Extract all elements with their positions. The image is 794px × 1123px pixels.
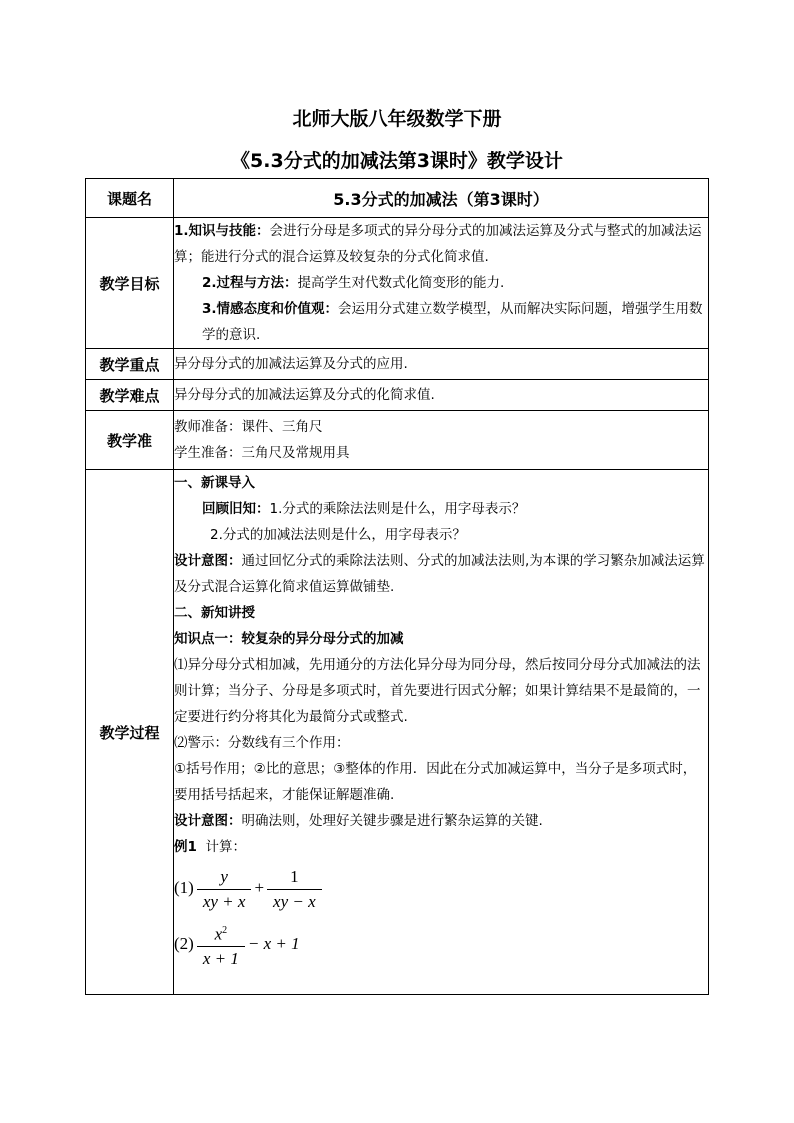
goal-3-text: 会运用分式建立数学模型，从而解决实际问题，增强学生用数学的意识. xyxy=(202,301,703,343)
row-key xyxy=(86,349,709,380)
goal-3-label: 3.情感态度和价值观： xyxy=(202,301,339,317)
goal-1 xyxy=(174,218,708,270)
section-1-heading: 一、新课导入 xyxy=(174,475,255,491)
prep-head: 教学准 xyxy=(86,411,174,470)
process-cell xyxy=(174,470,709,995)
doc-title: 北师大版八年级数学下册 xyxy=(292,108,502,130)
intent-2-label: 设计意图： xyxy=(174,813,242,829)
topic-head: 课题名 xyxy=(86,179,174,218)
goal-2 xyxy=(174,270,708,296)
intent-1-label: 设计意图： xyxy=(174,553,242,569)
key-head: 教学重点 xyxy=(86,349,174,380)
example-label: 例1 xyxy=(174,839,197,855)
topic-value: 5.3分式的加减法（第3课时） xyxy=(174,179,709,218)
row-goals xyxy=(86,218,709,349)
difficulty-value: 异分母分式的加减法运算及分式的化简求值. xyxy=(174,380,709,411)
review-q2: 2.分式的加减法法则是什么，用字母表示？ xyxy=(210,527,466,543)
fraction-bar-paragraph: ①括号作用；②比的意思；③整体的作用．因此在分式加减运算中，当分子是多项式时，要用括号括起来，才能保证解题准确. xyxy=(174,761,697,803)
intent-1 xyxy=(174,548,708,600)
eq1-fraction-1 xyxy=(197,866,252,913)
goals-cell xyxy=(174,218,709,349)
doc-subtitle: 《5.3分式的加减法第3课时》教学设计 xyxy=(231,150,563,172)
row-difficulty xyxy=(86,380,709,411)
row-topic xyxy=(86,179,709,218)
eq2-tail: − x + 1 xyxy=(247,934,300,953)
eq1-number: (1) xyxy=(174,878,194,897)
eq1-f1-den: xy + x xyxy=(197,889,252,913)
eq2-num xyxy=(197,920,245,947)
review-q1-text: 1.分式的乘除法法则是什么，用字母表示？ xyxy=(269,501,526,517)
equation-2 xyxy=(174,916,708,972)
warning-paragraph: ⑵警示：分数线有三个作用： xyxy=(174,735,350,751)
goal-3 xyxy=(174,296,708,348)
goals-head: 教学目标 xyxy=(86,218,174,349)
lesson-plan-table xyxy=(85,178,709,995)
eq2-number: (2) xyxy=(174,934,194,953)
equation-1 xyxy=(174,860,708,916)
intent-2 xyxy=(174,808,708,834)
review-q1 xyxy=(174,496,708,522)
goal-1-text: 会进行分母是多项式的异分母分式的加减法运算及分式与整式的加减法运算；能进行分式的混合运算及较复杂的分式化简求值. xyxy=(174,223,702,265)
row-prep xyxy=(86,411,709,470)
review-label: 回顾旧知： xyxy=(202,501,270,517)
eq1-f2-num: 1 xyxy=(290,866,299,886)
row-process xyxy=(86,470,709,995)
eq1-operator: + xyxy=(254,878,265,897)
eq2-den: x + 1 xyxy=(197,946,245,970)
goal-2-text: 提高学生对代数式化简变形的能力. xyxy=(297,275,505,291)
example-1 xyxy=(174,834,708,860)
eq2-num-base: x xyxy=(214,924,223,944)
eq2-fraction xyxy=(197,920,245,971)
section-2-heading: 二、新知讲授 xyxy=(174,605,255,621)
eq1-f2-den: xy − x xyxy=(267,889,322,913)
goal-2-label: 2.过程与方法： xyxy=(202,275,298,291)
rule-paragraph: ⑴异分母分式相加减，先用通分的方法化异分母为同分母，然后按同分母分式加减法的法则计算；当分子、分母是多项式时，首先要进行因式分解；如果计算结果不是最简的，一定要进行约分将其化为最简分式或整式. xyxy=(174,657,701,725)
example-text: 计算： xyxy=(205,839,246,855)
process-head: 教学过程 xyxy=(86,470,174,995)
eq1-fraction-2 xyxy=(267,866,322,913)
goal-1-label: 1.知识与技能： xyxy=(174,223,270,239)
prep-cell xyxy=(174,411,709,470)
prep-teacher: 教师准备：课件、三角尺 xyxy=(174,419,323,435)
prep-student: 学生准备：三角尺及常规用具 xyxy=(174,445,350,461)
eq2-num-exp: 2 xyxy=(222,924,228,936)
knowledge-point-1: 知识点一：较复杂的异分母分式的加减 xyxy=(174,631,404,647)
eq1-f1-num: y xyxy=(220,866,228,886)
intent-2-text: 明确法则，处理好关键步骤是进行繁杂运算的关键. xyxy=(241,813,543,829)
key-value: 异分母分式的加减法运算及分式的应用. xyxy=(174,349,709,380)
intent-1-text: 通过回忆分式的乘除法法则、分式的加减法法则,为本课的学习繁杂加减法运算及分式混合运算化简求值运算做铺垫. xyxy=(174,553,705,595)
difficulty-head: 教学难点 xyxy=(86,380,174,411)
